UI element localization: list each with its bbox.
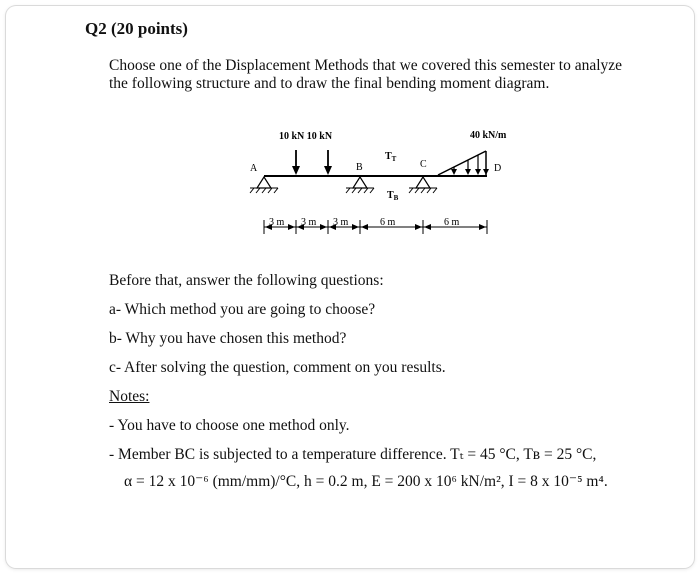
node-a-label: A bbox=[250, 163, 258, 174]
node-d-label: D bbox=[494, 163, 502, 174]
structure-figure bbox=[242, 124, 542, 244]
notes-heading: Notes: bbox=[109, 388, 150, 405]
distributed-load bbox=[438, 151, 489, 175]
pin-support-c bbox=[409, 177, 437, 193]
temperature-bottom-label: $T_B$ bbox=[387, 190, 399, 202]
dimension-label-2: 3 m bbox=[301, 217, 317, 228]
dimension-label-4: 6 m bbox=[380, 217, 396, 228]
question-prompt bbox=[109, 57, 649, 93]
question-title: Q2 (20 points) bbox=[85, 19, 188, 38]
note-temperature: - Member BC is subjected to a temperature difference. Tₜ = 45 °C, Tʙ = 25 °C, bbox=[109, 446, 597, 463]
material-parameters: α = 12 x 10⁻⁶ (mm/mm)/°C, h = 0.2 m, E = 200 x 10⁶ kN/m², I = 8 x 10⁻⁵ m⁴. bbox=[124, 473, 608, 490]
temperature-top-label: $T_T$ bbox=[385, 151, 397, 163]
question-c: c- After solving the question, comment on you results. bbox=[109, 359, 446, 376]
distributed-load-label: 40 kN/m bbox=[470, 130, 507, 141]
prompt-line-1: Choose one of the Displacement Methods that we covered this semester to analyze bbox=[109, 57, 623, 74]
beam-diagram bbox=[242, 124, 542, 244]
dimension-label-1: 3 m bbox=[269, 217, 285, 228]
note-one-method: - You have to choose one method only. bbox=[109, 417, 350, 434]
node-c-label: C bbox=[420, 159, 427, 170]
dimension-label-5: 6 m bbox=[444, 217, 460, 228]
questions-block bbox=[109, 271, 669, 474]
question-b: b- Why you have chosen this method? bbox=[109, 330, 347, 347]
pin-support-b bbox=[346, 177, 374, 193]
question-a: a- Which method you are going to choose? bbox=[109, 301, 376, 318]
point-load-arrow-1 bbox=[292, 150, 300, 175]
pin-support-a bbox=[250, 177, 278, 193]
point-loads-label: 10 kN 10 kN bbox=[279, 131, 333, 142]
point-load-arrow-2 bbox=[324, 150, 332, 175]
node-b-label: B bbox=[356, 162, 363, 173]
dimension-label-3: 3 m bbox=[333, 217, 349, 228]
prompt-line-2: the following structure and to draw the final bending moment diagram. bbox=[109, 75, 550, 92]
questions-intro: Before that, answer the following questions: bbox=[109, 272, 384, 289]
document-page bbox=[6, 6, 694, 568]
